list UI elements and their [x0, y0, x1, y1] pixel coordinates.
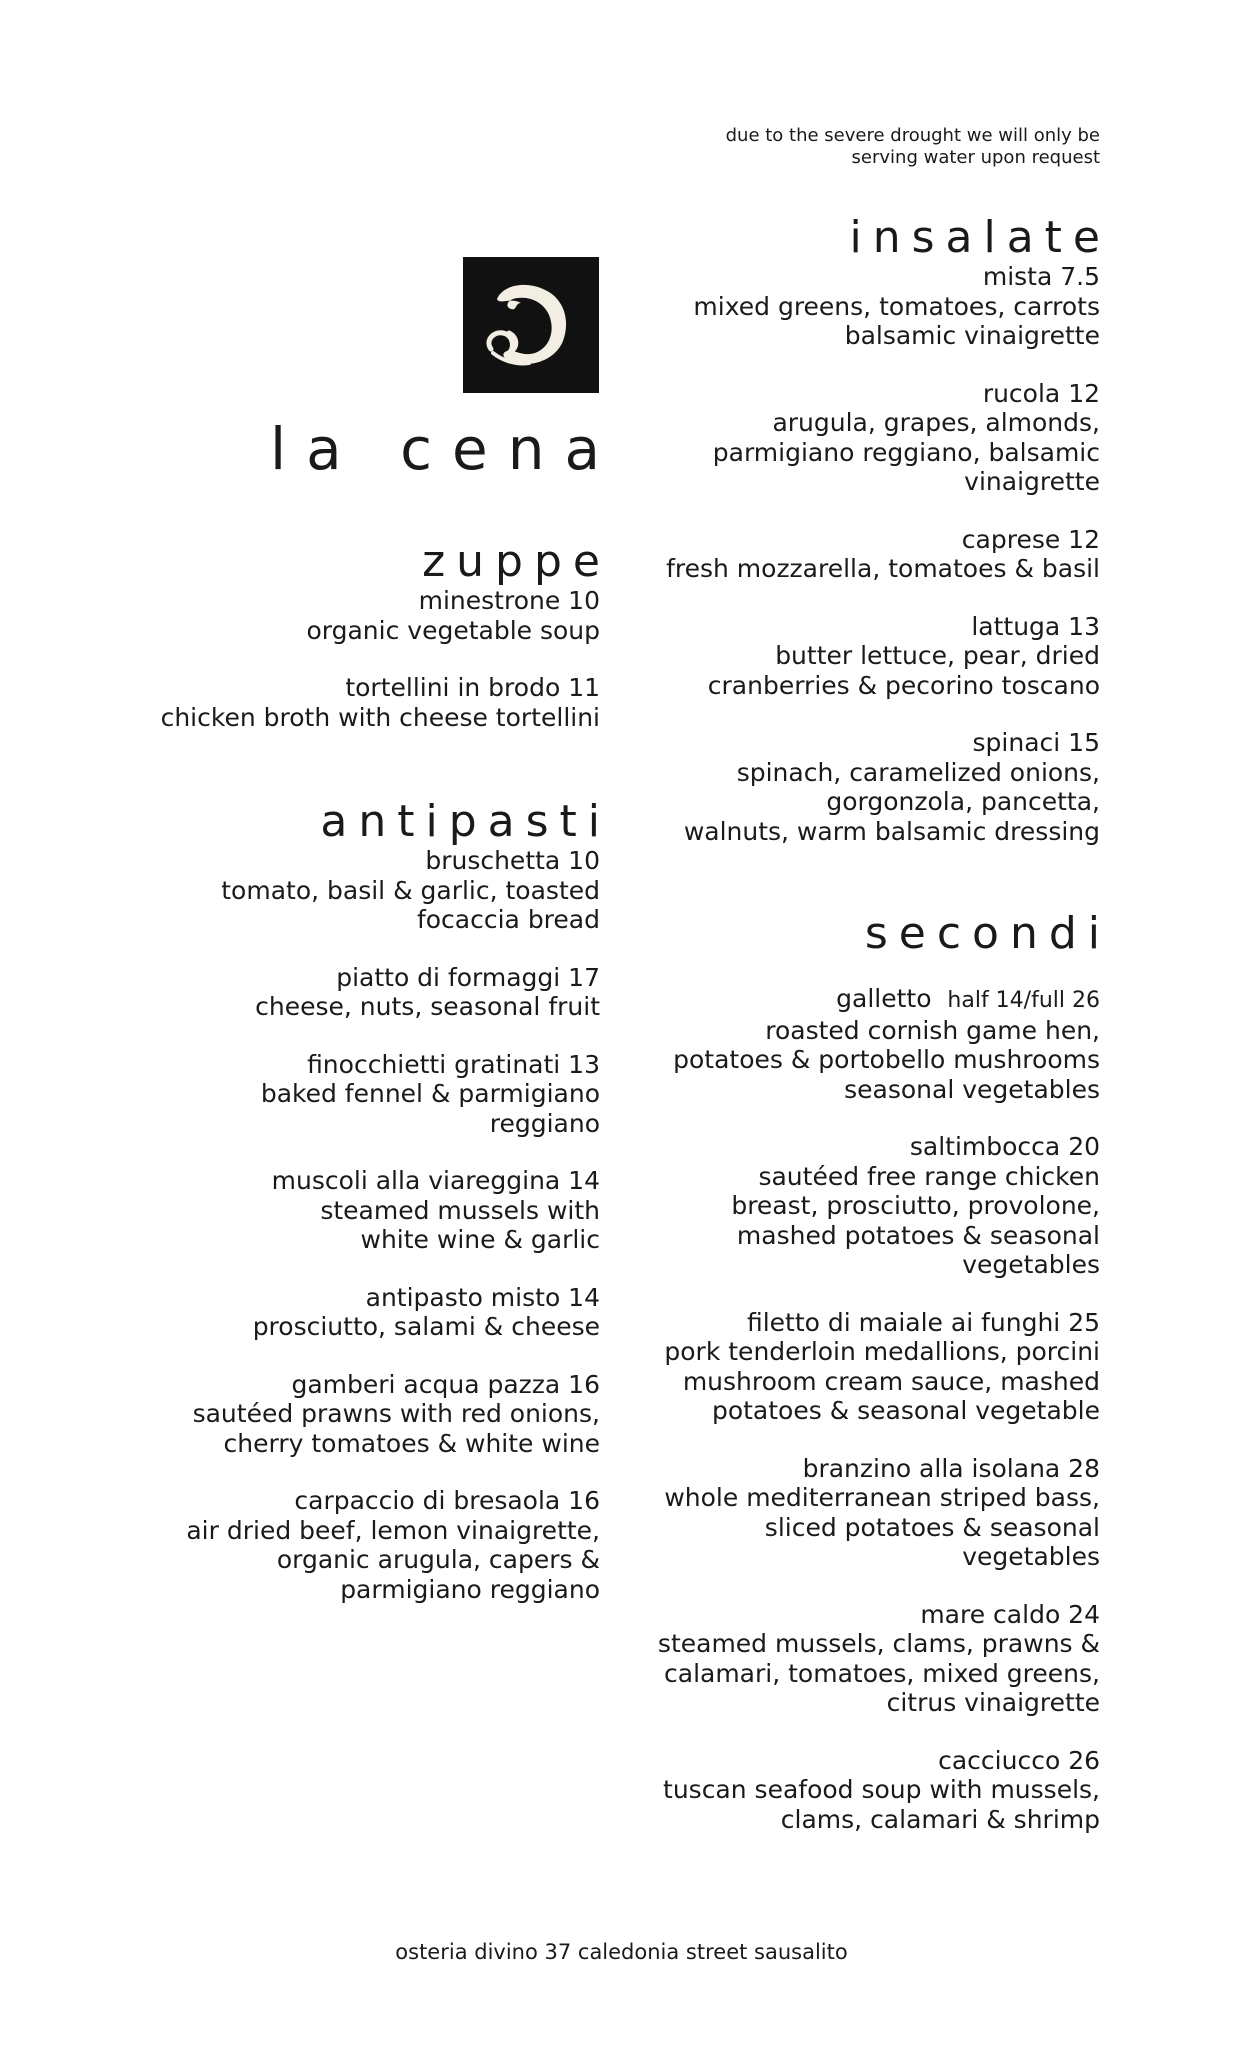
- section-insalate: [600, 212, 1111, 874]
- item-desc: vegetables: [962, 1250, 1100, 1279]
- item-desc: whole mediterranean striped bass,: [664, 1483, 1100, 1512]
- menu-item: [120, 673, 600, 732]
- item-desc: vinaigrette: [964, 467, 1100, 496]
- menu-item: [600, 1454, 1100, 1572]
- item-desc: organic arugula, capers &: [276, 1545, 600, 1574]
- item-desc: roasted cornish game hen,: [765, 1015, 1100, 1045]
- item-desc: arugula, grapes, almonds,: [772, 408, 1100, 437]
- item-desc: prosciutto, salami & cheese: [252, 1312, 600, 1341]
- item-desc: balsamic vinaigrette: [844, 321, 1100, 350]
- item-desc: parmigiano reggiano: [340, 1574, 600, 1604]
- item-name: piatto di formaggi 17: [336, 962, 600, 992]
- item-desc: baked fennel & parmigiano: [260, 1079, 600, 1108]
- menu-item: [120, 846, 600, 935]
- item-desc: vegetables: [962, 1542, 1100, 1571]
- menu-item: [120, 963, 600, 1022]
- item-desc: steamed mussels, clams, prawns &: [657, 1629, 1100, 1658]
- item-desc: sliced potatoes & seasonal: [764, 1512, 1100, 1542]
- restaurant-logo: [463, 257, 599, 393]
- item-desc: sautéed free range chicken: [758, 1161, 1100, 1191]
- item-price-note: half 14/full 26: [947, 988, 1100, 1013]
- menu-item: [600, 1132, 1100, 1280]
- menu-item: [120, 1370, 600, 1459]
- item-name: minestrone 10: [418, 586, 600, 615]
- item-desc: air dried beef, lemon vinaigrette,: [186, 1515, 600, 1545]
- menu-item: [120, 1283, 600, 1342]
- item-desc: gorgonzola, pancetta,: [826, 787, 1100, 816]
- section-heading-secondi: secondi: [864, 908, 1111, 959]
- item-desc: parmigiano reggiano, balsamic: [712, 437, 1100, 467]
- item-desc: chicken broth with cheese tortellini: [160, 702, 600, 732]
- item-desc: organic vegetable soup: [306, 615, 600, 645]
- item-name: rucola 12: [982, 378, 1100, 408]
- item-desc: white wine & garlic: [360, 1225, 600, 1254]
- item-desc: seasonal vegetables: [844, 1074, 1100, 1104]
- item-name: carpaccio di bresaola 16: [294, 1486, 600, 1515]
- item-name: muscoli alla viareggina 14: [271, 1166, 600, 1195]
- menu-item: [600, 262, 1100, 351]
- menu-item: [120, 1050, 600, 1139]
- section-zuppe: [120, 536, 611, 760]
- menu-item: [600, 1308, 1100, 1426]
- item-desc: tuscan seafood soup with mussels,: [663, 1775, 1100, 1804]
- notice-line-2: serving water upon request: [851, 147, 1100, 168]
- item-name: branzino alla isolana 28: [802, 1453, 1100, 1483]
- item-desc: cheese, nuts, seasonal fruit: [255, 992, 600, 1021]
- item-desc: clams, calamari & shrimp: [780, 1804, 1100, 1834]
- item-desc: mushroom cream sauce, mashed: [682, 1366, 1100, 1396]
- item-name: mare caldo 24: [920, 1599, 1100, 1629]
- item-desc: focaccia bread: [416, 905, 600, 934]
- item-name: lattuga 13: [971, 611, 1100, 641]
- menu-item: [120, 1486, 600, 1604]
- item-name: galletto: [836, 984, 932, 1013]
- item-desc: butter lettuce, pear, dried: [775, 641, 1100, 670]
- item-desc: potatoes & portobello mushrooms: [673, 1045, 1100, 1074]
- section-heading-antipasti: antipasti: [320, 796, 611, 847]
- item-name: bruschetta 10: [425, 846, 600, 875]
- item-name: cacciucco 26: [938, 1745, 1100, 1775]
- item-desc: steamed mussels with: [320, 1195, 600, 1225]
- menu-item: [600, 379, 1100, 497]
- item-desc: calamari, tomatoes, mixed greens,: [664, 1658, 1100, 1688]
- item-name: finocchietti gratinati 13: [307, 1049, 600, 1079]
- item-desc: sautéed prawns with red onions,: [192, 1399, 600, 1428]
- item-name: gamberi acqua pazza 16: [291, 1369, 600, 1399]
- item-desc: mashed potatoes & seasonal: [736, 1220, 1100, 1250]
- section-heading-insalate: insalate: [849, 212, 1111, 263]
- section-antipasti: [120, 796, 611, 1632]
- item-name: spinaci 15: [972, 728, 1100, 757]
- item-desc: walnuts, warm balsamic dressing: [683, 816, 1100, 846]
- menu-item: [120, 1166, 600, 1255]
- item-desc: breast, prosciutto, provolone,: [731, 1191, 1100, 1220]
- drought-notice: [500, 125, 1100, 169]
- menu-item: [600, 612, 1100, 701]
- item-name-line: [600, 984, 1100, 1016]
- item-desc: pork tenderloin medallions, porcini: [664, 1337, 1100, 1366]
- item-name: filetto di maiale ai funghi 25: [746, 1307, 1100, 1337]
- item-name: mista 7.5: [982, 262, 1100, 291]
- menu-item: [600, 728, 1100, 846]
- item-desc: fresh mozzarella, tomatoes & basil: [666, 554, 1100, 583]
- page-title: la cena: [270, 415, 620, 483]
- item-name: tortellini in brodo 11: [345, 673, 600, 702]
- item-desc: tomato, basil & garlic, toasted: [221, 875, 600, 905]
- item-desc: reggiano: [489, 1108, 600, 1138]
- notice-line-1: due to the severe drought we will only be: [725, 125, 1100, 146]
- menu-item: [120, 586, 600, 645]
- letter-d-logo-icon: [463, 257, 599, 393]
- item-name: antipasto misto 14: [365, 1282, 600, 1312]
- item-desc: potatoes & seasonal vegetable: [711, 1396, 1100, 1425]
- item-desc: cherry tomatoes & white wine: [223, 1428, 600, 1458]
- item-desc: cranberries & pecorino toscano: [707, 670, 1100, 700]
- menu-item: [600, 525, 1100, 584]
- section-secondi: [600, 908, 1111, 1862]
- item-desc: spinach, caramelized onions,: [736, 757, 1100, 787]
- item-name: caprese 12: [961, 524, 1100, 554]
- menu-item: [600, 984, 1100, 1104]
- item-desc: mixed greens, tomatoes, carrots: [693, 291, 1100, 321]
- section-heading-zuppe: zuppe: [422, 536, 611, 587]
- footer-address: osteria divino 37 caledonia street sausalito: [395, 1940, 848, 1964]
- menu-item: [600, 1746, 1100, 1835]
- item-desc: citrus vinaigrette: [886, 1688, 1100, 1717]
- menu-item: [600, 1600, 1100, 1718]
- item-name: saltimbocca 20: [909, 1132, 1100, 1161]
